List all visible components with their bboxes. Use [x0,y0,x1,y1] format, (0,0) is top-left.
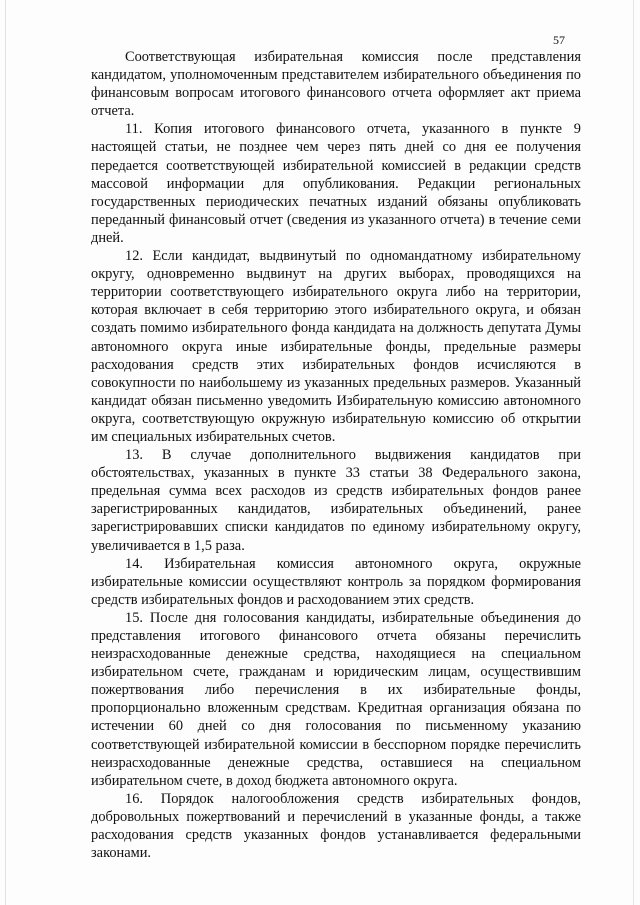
paragraph-11: 11. Копия итогового финансового отчета, указанного в пункте 9 настоящей статьи, не позднее чем через пять дней со дня ее получения передается соответствующей избирательной комиссией в редакции средств массовой информации для опубликования. Редакции региональных государственных периодических печатных изданий обязаны опубликовать переданный финансовый отчет (сведения из указанного отчета) в течение семи дней. [91,121,581,246]
paragraph-16: 16. Порядок налогообложения средств избирательных фондов, добровольных пожертвований и перечислений в указанные фонды, а также расходования средств указанных фондов устанавливается федеральными законами. [91,790,581,862]
page-edge-right [633,0,634,905]
page-number: 57 [553,33,565,47]
paragraph-14: 14. Избирательная комиссия автономного округа, окружные избирательные комиссии осуществляют контроль за порядком формирования средств избирательных фондов и расходованием этих средств. [91,555,581,608]
paragraph-acceptance-act: Соответствующая избирательная комиссия после представления кандидатом, уполномоченным представителем избирательного объединения по финансовым вопросам итогового финансового отчета оформляет акт приема отчета. [91,49,581,120]
paragraph-13: 13. В случае дополнительного выдвижения кандидатов при обстоятельствах, указанных в пункте 33 статьи 38 Федерального закона, предельная сумма всех расходов из средств избирательных фондов ранее зарегистрированных кандидатов, избирательных объединений, ранее зарегистрировавших списки кандидатов по единому избирательному округу, увеличивается в 1,5 раза. [91,447,581,554]
document-text [91,48,581,862]
page-edge-left [5,0,6,905]
paragraph-12: 12. Если кандидат, выдвинутый по одномандатному избирательному округу, одновременно выдвинут на других выборах, проводящихся на территории соответствующего избирательного округа либо на территории, которая включает в себя территорию этого избирательного округа, и обязан создать помимо избирательного фонда кандидата на должность депутата Думы автономного округа иные избирательные фонды, предельные размеры расходования средств этих избирательных фондов исчисляются в совокупности по наибольшему из указанных предельных размеров. Указанный кандидат обязан письменно уведомить Избирательную комиссию автономного округа, соответствующую окружную избирательную комиссию об открытии им специальных избирательных счетов. [91,248,581,445]
paragraph-15: 15. После дня голосования кандидаты, избирательные объединения до представления итогового финансового отчета обязаны перечислить неизрасходованные денежные средства, находящиеся на специальном избирательном счете, гражданам и юридическим лицам, осуществившим пожертвования либо перечисления в их избирательные фонды, пропорционально вложенным средствам. Кредитная организация обязана по истечении 60 дней со дня голосования по письменному указанию соответствующей избирательной комиссии в бесспорном порядке перечислить неизрасходованные денежные средства, оставшиеся на специальном избирательном счете, в доход бюджета автономного округа. [91,609,581,789]
